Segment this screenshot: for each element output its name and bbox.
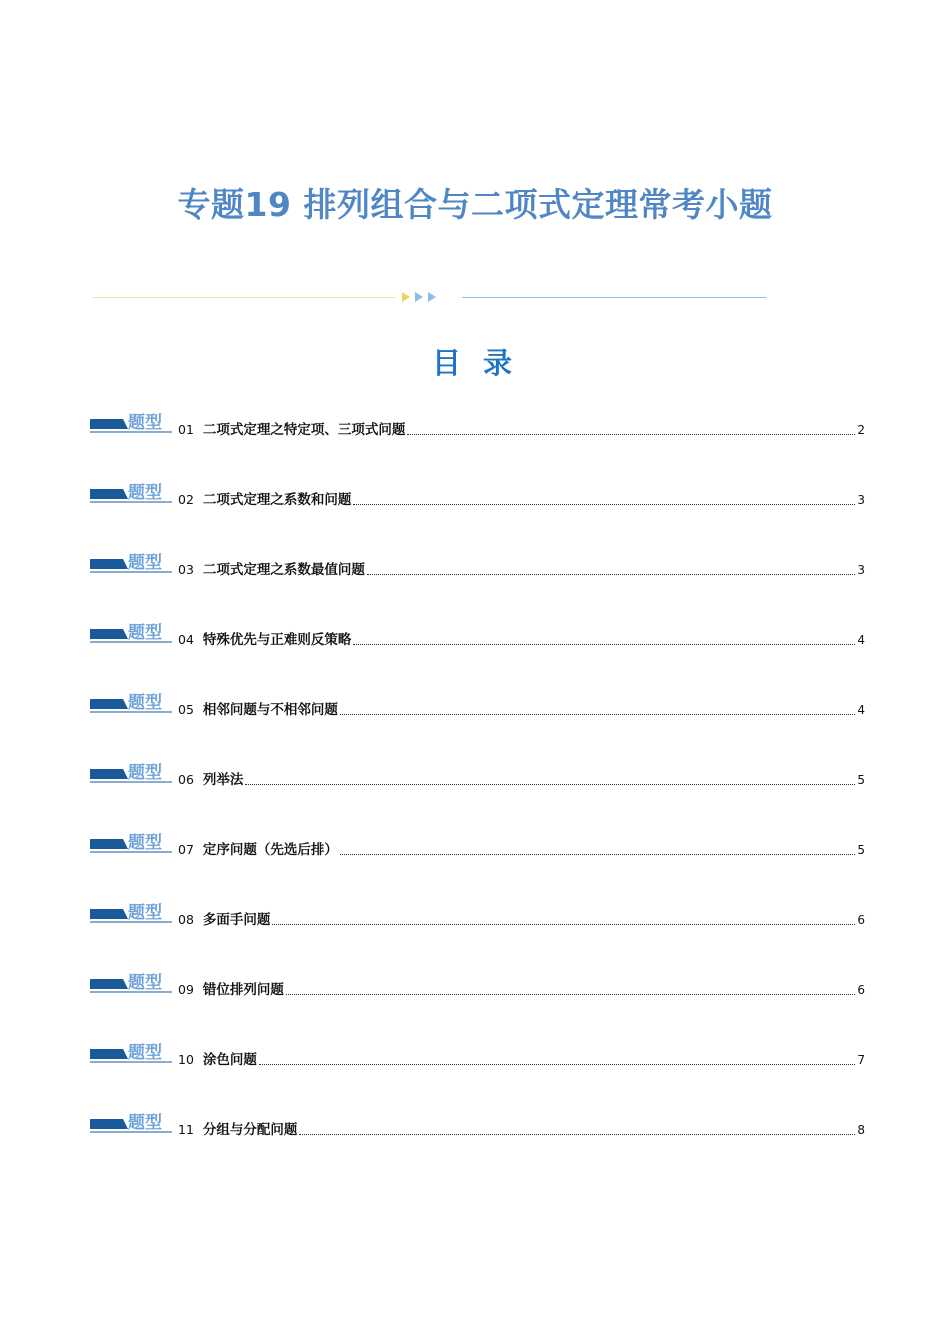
toc-heading: 目 录: [431, 346, 519, 380]
toc-item[interactable]: [90, 1111, 865, 1139]
toc-item-title[interactable]: 错位排列问题: [202, 982, 284, 998]
badge-label: 题型: [128, 413, 162, 433]
toc-item-number: 09: [178, 982, 194, 997]
toc-item-number: 03: [178, 562, 194, 577]
toc-entry: [178, 629, 865, 649]
toc-entry: [178, 839, 865, 859]
toc-item-page: 3: [857, 493, 865, 507]
question-type-badge-icon: [90, 551, 172, 575]
toc-item-number: 01: [178, 422, 194, 437]
toc-entry: [178, 559, 865, 579]
toc-item-title[interactable]: 定序问题（先选后排）: [202, 842, 338, 858]
badge-label: 题型: [128, 1043, 162, 1063]
badge-label: 题型: [128, 973, 162, 993]
toc-entry: [178, 979, 865, 999]
toc-entry: [178, 419, 865, 439]
question-type-badge-icon: [90, 761, 172, 785]
toc-item-page: 4: [857, 633, 865, 647]
badge-label: 题型: [128, 763, 162, 783]
question-type-badge-icon: [90, 971, 172, 995]
toc-entry: [178, 699, 865, 719]
question-type-badge-icon: [90, 691, 172, 715]
toc-entry: [178, 909, 865, 929]
dot-leader: [286, 994, 855, 995]
toc-item-title[interactable]: 二项式定理之特定项、三项式问题: [202, 422, 406, 438]
dot-leader: [407, 434, 855, 435]
toc-item-title[interactable]: 涂色问题: [202, 1052, 257, 1068]
question-type-badge-icon: [90, 831, 172, 855]
badge-label: 题型: [128, 483, 162, 503]
toc-entry: [178, 769, 865, 789]
toc-item-page: 5: [857, 773, 865, 787]
toc-item[interactable]: [90, 1041, 865, 1069]
toc-item-title[interactable]: 二项式定理之系数最值问题: [202, 562, 365, 578]
toc-item-number: 04: [178, 632, 194, 647]
dot-leader: [272, 924, 855, 925]
question-type-badge-icon: [90, 1111, 172, 1135]
dot-leader: [340, 854, 855, 855]
question-type-badge-icon: [90, 481, 172, 505]
toc-entry: [178, 489, 865, 509]
toc-item-page: 4: [857, 703, 865, 717]
toc-item[interactable]: [90, 551, 865, 579]
toc-item-title[interactable]: 特殊优先与正难则反策略: [202, 632, 352, 648]
document-title: 专题19 排列组合与二项式定理常考小题: [177, 185, 773, 224]
dot-leader: [259, 1064, 855, 1065]
toc-item[interactable]: [90, 901, 865, 929]
toc-entry: [178, 1049, 865, 1069]
toc-item[interactable]: [90, 971, 865, 999]
question-type-badge-icon: [90, 621, 172, 645]
toc-item-title[interactable]: 多面手问题: [202, 912, 271, 928]
toc-item-page: 3: [857, 563, 865, 577]
dot-leader: [299, 1134, 855, 1135]
toc-item-page: 6: [857, 913, 865, 927]
dot-leader: [340, 714, 855, 715]
dot-leader: [353, 504, 855, 505]
question-type-badge-icon: [90, 1041, 172, 1065]
toc-item-number: 10: [178, 1052, 194, 1067]
toc-item[interactable]: [90, 481, 865, 509]
dot-leader: [245, 784, 855, 785]
badge-label: 题型: [128, 833, 162, 853]
toc-item[interactable]: [90, 761, 865, 789]
toc-item[interactable]: [90, 691, 865, 719]
toc-item-number: 11: [178, 1122, 194, 1137]
toc-item-title[interactable]: 二项式定理之系数和问题: [202, 492, 352, 508]
badge-label: 题型: [128, 623, 162, 643]
toc-item[interactable]: [90, 831, 865, 859]
toc-item-page: 7: [857, 1053, 865, 1067]
dot-leader: [353, 644, 855, 645]
toc-item-title[interactable]: 分组与分配问题: [202, 1122, 298, 1138]
badge-label: 题型: [128, 903, 162, 923]
badge-label: 题型: [128, 553, 162, 573]
toc-item-title[interactable]: 相邻问题与不相邻问题: [202, 702, 338, 718]
badge-label: 题型: [128, 693, 162, 713]
toc-item-page: 6: [857, 983, 865, 997]
toc-item-title[interactable]: 列举法: [202, 772, 244, 788]
toc-item-number: 06: [178, 772, 194, 787]
toc-item[interactable]: [90, 411, 865, 439]
question-type-badge-icon: [90, 411, 172, 435]
question-type-badge-icon: [90, 901, 172, 925]
toc-item-number: 08: [178, 912, 194, 927]
toc-item-number: 02: [178, 492, 194, 507]
toc-item-number: 07: [178, 842, 194, 857]
badge-label: 题型: [128, 1113, 162, 1133]
toc-item-page: 8: [857, 1123, 865, 1137]
toc-entry: [178, 1119, 865, 1139]
toc-item-page: 2: [857, 423, 865, 437]
toc-item-number: 05: [178, 702, 194, 717]
dot-leader: [367, 574, 855, 575]
toc-item[interactable]: [90, 621, 865, 649]
toc-item-page: 5: [857, 843, 865, 857]
